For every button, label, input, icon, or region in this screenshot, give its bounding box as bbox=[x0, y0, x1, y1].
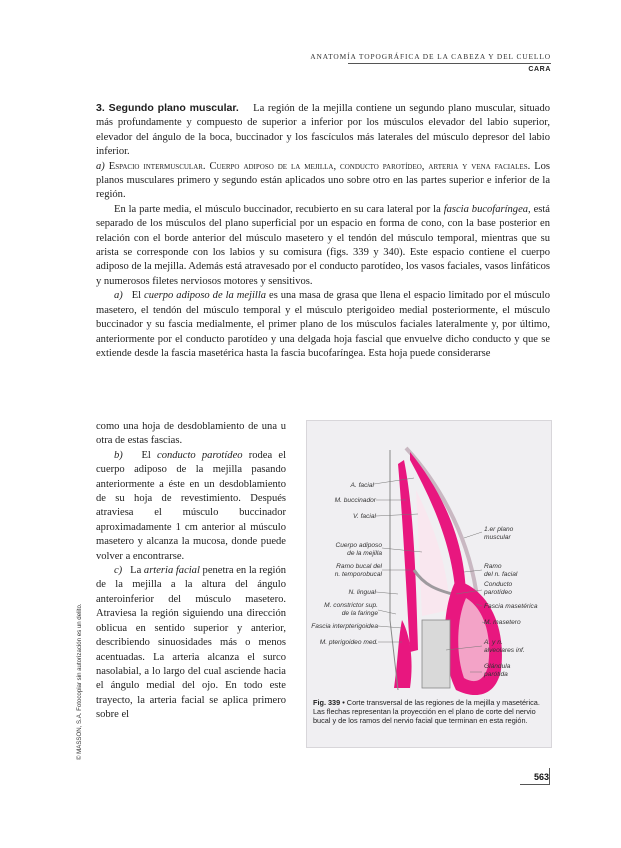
leader-n-lingual bbox=[376, 592, 398, 594]
paragraph-arteria bbox=[96, 564, 286, 722]
label-glandula-1: Glándula bbox=[484, 663, 511, 670]
label-ramo-facial-1: Ramo bbox=[484, 563, 502, 570]
mandible-ramus bbox=[422, 620, 450, 688]
label-primer-plano-1: 1.er plano bbox=[484, 526, 514, 533]
paragraph-espacio bbox=[96, 160, 550, 203]
side-copyright: © MASSON, S.A. Fotocopiar sin autorización es un delito. bbox=[76, 603, 83, 760]
page-number-rule bbox=[549, 768, 550, 784]
leader-primer-plano bbox=[464, 532, 482, 538]
espacio-label: a) bbox=[96, 160, 105, 172]
leader-a-facial bbox=[374, 478, 414, 484]
label-conducto-1: Conducto bbox=[484, 581, 513, 588]
arteria-b: penetra en la región de la mejilla a la altura del ángulo anteroinferior del músculo masetero. Atraviesa la región siguiendo una dirección oblicua en sentido superior y anterior, describiendo sinuosidades más o menos acentuadas. La arteria alcanza el surco nasolabial, a lo largo del cual asciende hacia el ángulo medial del ojo. En todo este trayecto, la arteria facial se aplica primero sobre el bbox=[96, 565, 287, 721]
arteria-term: arteria facial bbox=[143, 565, 200, 577]
label-ramo-facial-2: del n. facial bbox=[484, 571, 518, 578]
arteria-label: c) bbox=[114, 565, 123, 577]
cuerpo-b: es una masa de grasa que llena el espacio limitado por el músculo masetero, el tendón del músculo temporal y el músculo pterigoideo medial posteriormente, el músculo buccinador y su fascia medialmente, el primer plano de los músculos faciales lateralmente y, por último, anteriormente por el conducto parotídeo y una delgada hoja fascial que envuelve dicho conducto y que se extiende desde la fascia masetérica hasta la fascia bucofaríngea. Esta hoja puede considerarse bbox=[96, 290, 551, 359]
label-primer-plano-2: muscular bbox=[484, 534, 511, 541]
figure-number: Fig. 339 • bbox=[313, 698, 345, 707]
section-heading: 3. Segundo plano muscular. bbox=[96, 102, 239, 114]
leader-cuerpo-adiposo bbox=[382, 548, 422, 552]
main-text bbox=[96, 101, 550, 361]
label-conducto-2: parotídeo bbox=[484, 589, 512, 596]
paragraph-parte-media bbox=[96, 203, 550, 289]
figure-caption bbox=[313, 698, 545, 726]
label-v-facial: V. facial bbox=[353, 513, 376, 520]
label-ayn-2: alveolares inf. bbox=[484, 647, 525, 654]
running-head-rule bbox=[348, 63, 551, 64]
label-fascia-maseterica: Fascia masetérica bbox=[484, 603, 538, 610]
label-a-facial: A. facial bbox=[350, 482, 374, 489]
paragraph-conducto bbox=[96, 449, 286, 564]
buccinator-muscle bbox=[398, 460, 418, 652]
parte-media-a: En la parte media, el músculo buccinador, recubierto en su cara lateral por la bbox=[114, 203, 441, 215]
label-m-pterigoideo: M. pterigoideo med. bbox=[319, 639, 378, 646]
label-cuerpo-adiposo-1: Cuerpo adiposo bbox=[335, 542, 382, 549]
label-m-buccinador: M. buccinador bbox=[334, 497, 376, 504]
label-cuerpo-adiposo-2: de la mejilla bbox=[347, 550, 382, 557]
figure-339-illustration bbox=[306, 420, 550, 700]
paragraph-intro bbox=[96, 101, 550, 160]
conducto-term: conducto parotídeo bbox=[157, 449, 243, 461]
cuerpo-label: a) bbox=[114, 290, 123, 302]
page-number-underline bbox=[520, 784, 550, 785]
label-m-constrictor-1: M. constrictor sup. bbox=[324, 602, 378, 609]
section-tab: CARA bbox=[528, 66, 551, 73]
cuerpo-a: El bbox=[131, 290, 142, 302]
running-head: ANATOMÍA TOPOGRÁFICA DE LA CABEZA Y DEL CUELLO bbox=[310, 52, 551, 61]
fascia-term: fascia bucofaríngea, bbox=[443, 203, 531, 215]
cuerpo-term: cuerpo adiposo de la mejilla bbox=[144, 290, 267, 302]
label-fascia-interpterigoidea: Fascia interpterigoidea bbox=[311, 623, 378, 630]
leader-interpterigoidea bbox=[378, 626, 402, 628]
intro-text: La región de la mejilla contiene un segundo plano muscular, situado más profundamente y compuesto de superior a inferior por los músculos elevador del labio superior, elevador del ángulo de la boca, buccinador y los fascículos más laterales del músculo depresor del labio inferior. bbox=[96, 103, 550, 158]
leader-constrictor bbox=[378, 610, 396, 614]
leader-v-facial bbox=[376, 514, 418, 516]
label-ramo-bucal-1: Ramo bucal del bbox=[336, 563, 382, 570]
espacio-text: Los planos musculares primero y segundo están aplicados uno sobre otro en las partes superior e inferior de la región. bbox=[96, 160, 551, 201]
arteria-a: La bbox=[130, 565, 142, 577]
label-ayn-1: A. y n. bbox=[484, 639, 503, 646]
column-continuation: como una hoja de desdoblamiento de una u otra de estas fascias. bbox=[96, 421, 286, 447]
label-glandula-2: parótida bbox=[484, 671, 508, 678]
conducto-b: rodea el cuerpo adiposo de la mejilla pasando anteriormente a éste en un desdoblamiento de su hoja de revestimiento. Después atraviesa el músculo buccinador aproximadamente 1 cm anterior al músculo masetero y alcanza la mucosa, donde puede volver a encontrarse. bbox=[96, 449, 286, 562]
label-n-lingual: N. lingual bbox=[348, 589, 376, 596]
page-number: 563 bbox=[533, 772, 549, 782]
label-ramo-bucal-2: n. temporobucal bbox=[334, 571, 382, 578]
text-column bbox=[96, 420, 286, 723]
conducto-label: b) bbox=[114, 449, 123, 461]
parte-media-b: está separado de los músculos del plano superficial por un espacio en forma de cono, con la base posterior en relación con el borde anterior del músculo masetero y el tendón del músculo temporal, mientras que su arista se corresponde con los labios y su comisura (figs. 339 y 340). Este espacio contiene el cuerpo adiposo de la mejilla. Además está atravesado por el conducto parotídeo, los vasos faciales, vasos linfáticos y numerosos filetes nerviosos motores y sensitivos. bbox=[96, 203, 550, 287]
caption-text: Corte transversal de las regiones de la mejilla y masetérica. Las flechas representan la proyección en el plano de corte del nervio bucal y de los ramos del nervio facial que terminan en esta región. bbox=[313, 698, 540, 726]
espacio-title: Espacio intermuscular. Cuerpo adiposo de la mejilla, conducto parotídeo, arteria y vena faciales. bbox=[108, 160, 531, 172]
label-m-masetero: M. masetero bbox=[484, 619, 521, 626]
conducto-a: El bbox=[141, 449, 151, 461]
paragraph-cuerpo-adiposo bbox=[96, 289, 550, 361]
label-m-constrictor-2: de la faringe bbox=[341, 610, 378, 617]
